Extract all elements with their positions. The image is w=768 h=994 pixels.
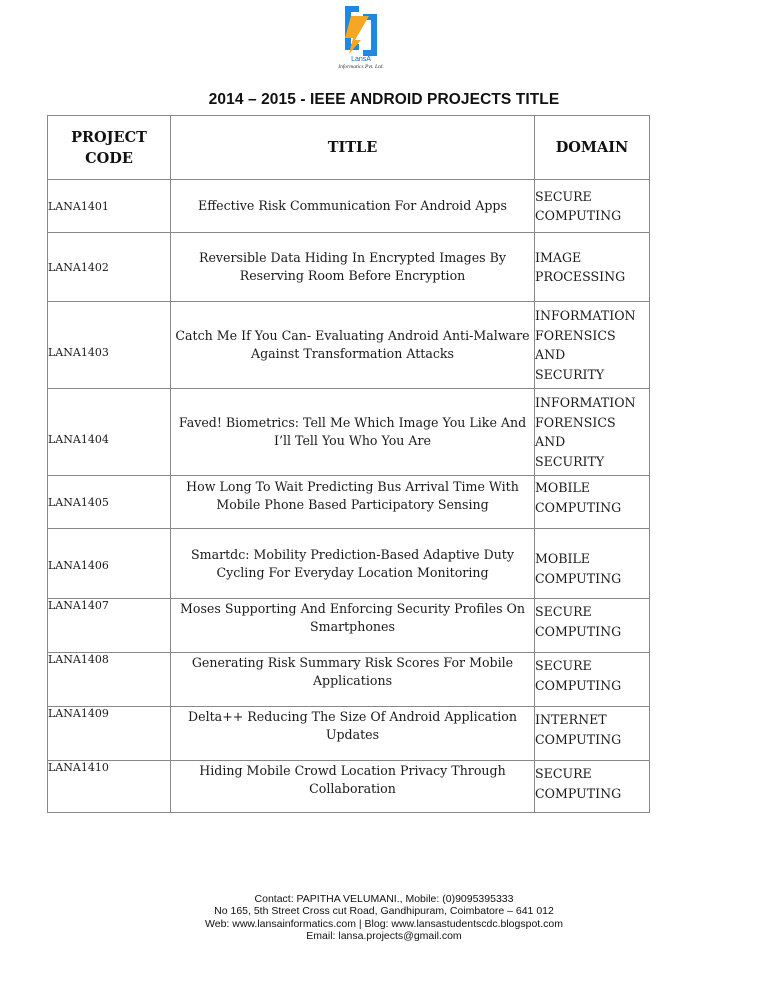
project-title: Faved! Biometrics: Tell Me Which Image You Like And I’ll Tell You Who You Are (171, 389, 535, 476)
project-code: LANA1407 (48, 599, 171, 653)
project-code: LANA1406 (48, 529, 171, 599)
project-code: LANA1405 (48, 476, 171, 529)
project-code: LANA1403 (48, 302, 171, 389)
project-title: Effective Risk Communication For Android Apps (171, 180, 535, 233)
table-row (48, 707, 650, 761)
projects-table (47, 115, 650, 813)
project-code: LANA1404 (48, 389, 171, 476)
logo-name: LansA (351, 56, 371, 63)
project-title: Reversible Data Hiding In Encrypted Images By Reserving Room Before Encryption (171, 233, 535, 302)
page-footer (0, 893, 768, 942)
table-row (48, 653, 650, 707)
table-row (48, 180, 650, 233)
document-title: 2014 – 2015 - IEEE ANDROID PROJECTS TITLE (208, 91, 560, 108)
footer-web: Web: www.lansainformatics.com | Blog: www.lansastudentscdc.blogspot.com (205, 917, 563, 930)
project-title: Catch Me If You Can- Evaluating Android Anti-Malware Against Transformation Attacks (171, 302, 535, 389)
lansa-logo-mark (325, 4, 397, 58)
project-code: LANA1410 (48, 761, 171, 813)
project-domain: SECURE COMPUTING (535, 180, 650, 233)
project-title: Moses Supporting And Enforcing Security Profiles On Smartphones (171, 599, 535, 653)
footer-contact: Contact: PAPITHA VELUMANI., Mobile: (0)9095395333 (254, 893, 514, 905)
project-title: Hiding Mobile Crowd Location Privacy Through Collaboration (171, 761, 535, 813)
project-domain: MOBILE COMPUTING (535, 476, 650, 529)
table-row (48, 476, 650, 529)
table-row (48, 302, 650, 389)
project-domain: INFORMATION FORENSICS AND SECURITY (535, 389, 650, 476)
project-domain: INFORMATION FORENSICS AND SECURITY (535, 302, 650, 389)
project-domain: MOBILE COMPUTING (535, 529, 650, 599)
project-title: Smartdc: Mobility Prediction-Based Adaptive Duty Cycling For Everyday Location Monitoring (171, 529, 535, 599)
project-domain: IMAGE PROCESSING (535, 233, 650, 302)
table-row (48, 529, 650, 599)
project-title: Delta++ Reducing The Size Of Android Application Updates (171, 707, 535, 761)
table-header-row (48, 116, 650, 180)
project-domain: SECURE COMPUTING (535, 599, 650, 653)
table-row (48, 761, 650, 813)
project-domain: INTERNET COMPUTING (535, 707, 650, 761)
header-title: TITLE (171, 116, 535, 180)
header-project-code: PROJECT CODE (48, 116, 171, 180)
project-code: LANA1401 (48, 180, 171, 233)
project-title: How Long To Wait Predicting Bus Arrival Time With Mobile Phone Based Participatory Sensing (171, 476, 535, 529)
header-domain: DOMAIN (535, 116, 650, 180)
company-logo (325, 4, 397, 74)
project-domain: SECURE COMPUTING (535, 761, 650, 813)
project-code: LANA1402 (48, 233, 171, 302)
table-row (48, 233, 650, 302)
footer-email: Email: lansa.projects@gmail.com (306, 929, 462, 942)
project-code: LANA1409 (48, 707, 171, 761)
table-row (48, 389, 650, 476)
logo-subtitle: Informatics Pvt. Ltd. (338, 64, 384, 70)
project-domain: SECURE COMPUTING (535, 653, 650, 707)
project-code: LANA1408 (48, 653, 171, 707)
footer-address: No 165, 5th Street Cross cut Road, Gandhipuram, Coimbatore – 641 012 (214, 905, 554, 918)
project-title: Generating Risk Summary Risk Scores For Mobile Applications (171, 653, 535, 707)
table-row (48, 599, 650, 653)
